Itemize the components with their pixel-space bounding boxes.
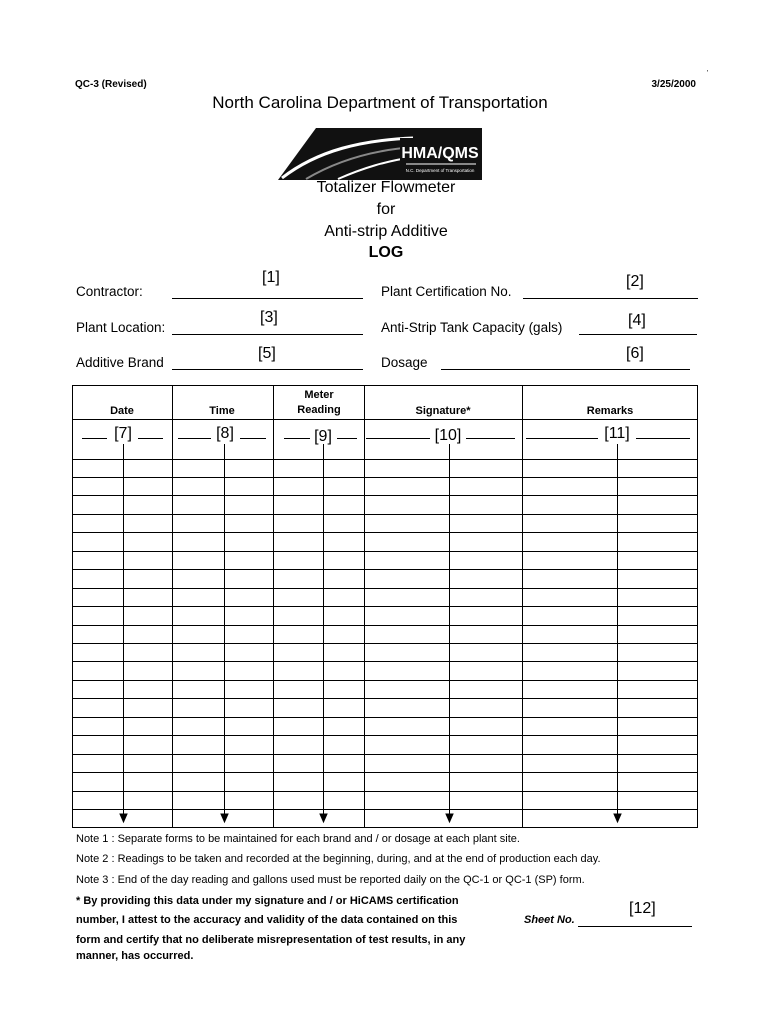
signature-header: Signature* — [415, 405, 471, 417]
plant-cert-label: Plant Certification No. — [381, 284, 512, 299]
tank-capacity-label: Anti-Strip Tank Capacity (gals) — [381, 320, 563, 335]
sheet-marker: [12] — [629, 900, 656, 917]
plant-cert-marker: [2] — [626, 273, 644, 290]
logo-main-text: HMA/QMS — [401, 145, 479, 162]
date-header: Date — [110, 405, 134, 417]
plant-location-marker: [3] — [260, 309, 278, 326]
signature-marker: [10] — [434, 427, 462, 444]
column-arrow-head — [120, 814, 127, 822]
meter-header-line2: Reading — [297, 404, 341, 416]
contractor-marker: [1] — [262, 269, 280, 286]
additive-brand-label: Additive Brand — [76, 355, 164, 370]
contractor-label: Contractor: — [76, 284, 143, 299]
date-marker: [7] — [114, 425, 132, 442]
sheet-label: Sheet No. — [524, 914, 575, 926]
title-line-4: LOG — [368, 244, 404, 261]
remarks-marker: [11] — [604, 425, 630, 442]
meter-marker: [9] — [314, 428, 332, 445]
corner-mark: ' — [707, 70, 709, 77]
column-arrow-head — [221, 814, 228, 822]
plant-location-label: Plant Location: — [76, 320, 166, 335]
logo-sub-text: N.C. Department of Transportation — [405, 168, 475, 173]
note-2: Note 2 : Readings to be taken and recorded at the beginning, during, and at the end of production each day. — [76, 853, 601, 865]
department-title: North Carolina Department of Transportation — [212, 93, 548, 112]
attest-line-3: form and certify that no deliberate misrepresentation of test results, in any — [76, 934, 466, 946]
tank-capacity-marker: [4] — [628, 312, 646, 329]
title-line-1: Totalizer Flowmeter — [316, 179, 456, 196]
column-arrow-head — [614, 814, 621, 822]
dosage-label: Dosage — [381, 355, 428, 370]
sheet-no-field[interactable] — [578, 926, 692, 927]
additive-brand-marker: [5] — [258, 345, 276, 362]
dosage-marker: [6] — [626, 345, 644, 362]
attest-line-2: number, I attest to the accuracy and validity of the data contained on this — [76, 914, 458, 926]
attest-line-4: manner, has occurred. — [76, 950, 194, 962]
time-header: Time — [209, 405, 235, 417]
column-arrow-head — [320, 814, 327, 822]
form-date: 3/25/2000 — [651, 79, 696, 90]
attest-line-1: * By providing this data under my signature and / or HiCAMS certification — [76, 895, 459, 907]
remarks-header: Remarks — [586, 405, 634, 417]
note-1: Note 1 : Separate forms to be maintained for each brand and / or dosage at each plant site. — [76, 833, 520, 845]
title-line-3: Anti-strip Additive — [324, 223, 448, 240]
time-marker: [8] — [216, 425, 234, 442]
meter-header-line1: Meter — [304, 389, 334, 401]
column-arrow-head — [446, 814, 453, 822]
title-line-2: for — [376, 201, 396, 218]
form-id: QC-3 (Revised) — [75, 79, 147, 90]
note-3: Note 3 : End of the day reading and gallons used must be reported daily on the QC-1 or QC-1 (SP) form. — [76, 874, 585, 886]
